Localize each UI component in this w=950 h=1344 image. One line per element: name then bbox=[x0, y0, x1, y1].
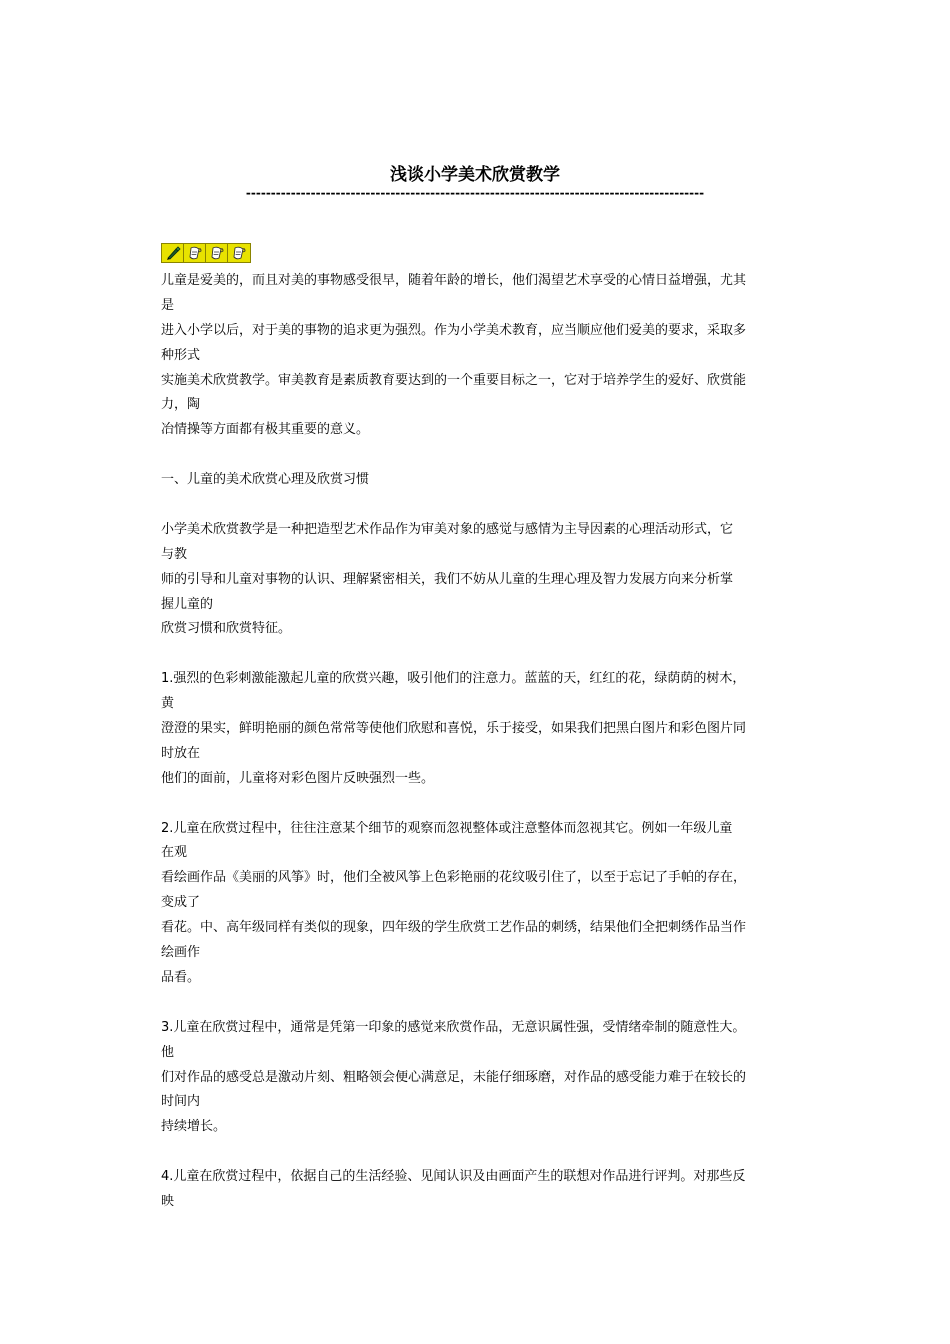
text-line: 时放在 bbox=[161, 745, 201, 761]
text-line: 是 bbox=[161, 297, 175, 313]
paragraph-point-1 bbox=[161, 667, 793, 791]
scroll-icon bbox=[206, 244, 228, 262]
text-line: 时间内 bbox=[161, 1094, 201, 1110]
section-heading bbox=[161, 468, 793, 493]
text-line: 儿童是爱美的，而且对美的事物感受很早，随着年龄的增长，他们渴望艺术享受的心情日益增强，尤其 bbox=[161, 273, 747, 288]
text-line: 变成了 bbox=[161, 895, 201, 911]
document-title: 浅谈小学美术欣赏教学 bbox=[390, 165, 560, 185]
text-line: 3.儿童在欣赏过程中，通常是凭第一印象的感觉来欣赏作品，无意识属性强，受情绪牵制的随意性大。 bbox=[161, 1019, 746, 1035]
title-divider: -------------------------------------------------------------------------------------------- bbox=[245, 186, 705, 200]
paragraph-point-3 bbox=[161, 1016, 793, 1140]
scroll-icon bbox=[228, 244, 250, 262]
text-line: 看花。中、高年级同样有类似的现象，四年级的学生欣赏工艺作品的刺绣，结果他们全把刺绣作品当作 bbox=[161, 920, 747, 936]
text-line: 力，陶 bbox=[161, 397, 201, 413]
text-line: 进入小学以后，对于美的事物的追求更为强烈。作为小学美术教育，应当顺应他们爱美的要求，采取多 bbox=[161, 322, 747, 338]
text-line: 持续增长。 bbox=[161, 1119, 227, 1135]
text-line: 欣赏习惯和欣赏特征。 bbox=[161, 621, 292, 637]
icon-strip bbox=[161, 243, 251, 263]
text-line: 种形式 bbox=[161, 347, 201, 363]
text-line: 他 bbox=[161, 1044, 175, 1060]
text-line: 们对作品的感受总是激动片刻、粗略领会便心满意足，未能仔细琢磨，对作品的感受能力难于在较长的 bbox=[161, 1069, 747, 1085]
text-line: 映 bbox=[161, 1193, 175, 1209]
text-line: 握儿童的 bbox=[161, 596, 214, 612]
text-line: 澄澄的果实，鲜明艳丽的颜色常常等使他们欣慰和喜悦，乐于接受，如果我们把黑白图片和彩色图片同 bbox=[161, 721, 747, 737]
text-line: 4.儿童在欣赏过程中，依据自己的生活经验、见闻认识及由画面产生的联想对作品进行评判。对那些反 bbox=[161, 1169, 746, 1185]
paragraph-point-4 bbox=[161, 1165, 793, 1215]
text-line: 小学美术欣赏教学是一种把造型艺术作品作为审美对象的感觉与感情为主导因素的心理活动形式，它 bbox=[161, 521, 734, 537]
text-line: 黄 bbox=[161, 696, 175, 712]
text-line: 与教 bbox=[161, 546, 188, 562]
paragraph-section-intro bbox=[161, 518, 793, 642]
text-line: 一、儿童的美术欣赏心理及欣赏习惯 bbox=[161, 472, 370, 488]
text-line: 品看。 bbox=[161, 969, 201, 985]
text-line: 2.儿童在欣赏过程中，往往注意某个细节的观察而忽视整体或注意整体而忽视其它。例如一年级儿童 bbox=[161, 820, 733, 836]
text-line: 看绘画作品《美丽的风筝》时，他们全被风筝上色彩艳丽的花纹吸引住了，以至于忘记了手帕的存在， bbox=[161, 870, 747, 886]
scroll-icon bbox=[184, 244, 206, 262]
paragraph-intro bbox=[161, 269, 793, 443]
text-line: 实施美术欣赏教学。审美教育是素质教育要达到的一个重要目标之一，它对于培养学生的爱好、欣赏能 bbox=[161, 372, 747, 388]
pen-icon bbox=[162, 244, 184, 262]
text-line: 在观 bbox=[161, 845, 188, 861]
article-body bbox=[161, 269, 793, 1215]
text-line: 1.强烈的色彩刺激能激起儿童的欣赏兴趣，吸引他们的注意力。蓝蓝的天，红红的花，绿荫荫的树木， bbox=[161, 671, 746, 687]
text-line: 绘画作 bbox=[161, 945, 201, 961]
text-line: 他们的面前，儿童将对彩色图片反映强烈一些。 bbox=[161, 770, 435, 786]
text-line: 冶情操等方面都有极其重要的意义。 bbox=[161, 422, 370, 438]
text-line: 师的引导和儿童对事物的认识、理解紧密相关，我们不妨从儿童的生理心理及智力发展方向来分析掌 bbox=[161, 571, 734, 587]
paragraph-point-2 bbox=[161, 817, 793, 991]
